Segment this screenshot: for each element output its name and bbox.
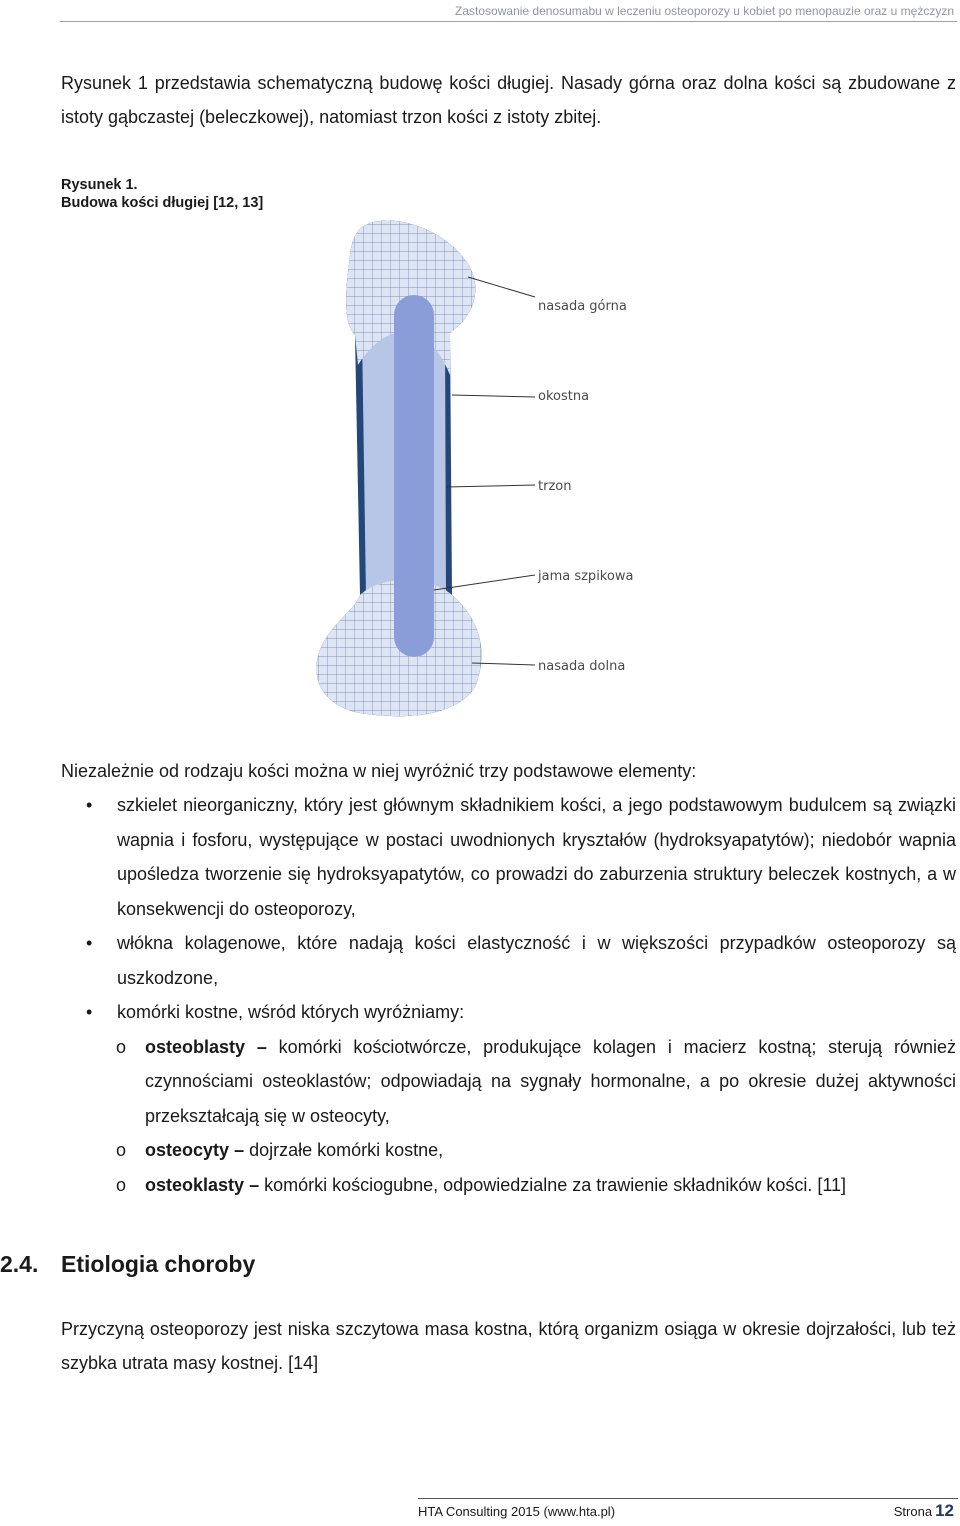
figure-label: Rysunek 1. [61,177,138,193]
footer-divider [418,1498,958,1499]
intro-paragraph: Rysunek 1 przedstawia schematyczną budowę kości długiej. Nasady górna oraz dolna kości są zbudowane z istoty gąbczastej (beleczkowej), natomiast trzon kości z istoty zbitej. [61,73,956,127]
cell-term: osteoklasty [145,1174,245,1195]
list-item-text: komórki kostne, wśród których wyróżniamy: [117,1002,465,1022]
label-nasada-gorna: nasada górna [538,299,627,314]
label-okostna: okostna [538,389,590,404]
list-item [61,788,956,926]
label-nasada-dolna: nasada dolna [538,659,626,674]
leader-okostna [452,395,535,397]
page-number-block [894,1501,954,1521]
sub-list-item [61,1133,956,1168]
sub-bullet-mark: o [116,1174,127,1195]
leader-nasada-gorna [468,277,535,297]
cell-term: osteocyty [145,1140,230,1160]
bullet-dot-icon: • [86,933,93,953]
cell-description: dojrzałe komórki kostne, [244,1140,444,1160]
bullet-dot-icon: • [86,1002,93,1022]
bullet-dot-icon: • [86,795,93,815]
figure-caption: Budowa kości długiej [12, 13] [61,195,264,211]
section-paragraph: Przyczyną osteoporozy jest niska szczytowa masa kostna, którą organizm osiąga w okresie dojrzałości, lub też szybka utrata masy kostnej. [14] [61,1319,956,1373]
sub-bullet-mark: o [116,1036,127,1057]
sub-list-item [61,1168,956,1203]
label-jama-szpikowa: jama szpikowa [538,569,634,584]
sub-bullet-mark: o [116,1140,127,1160]
long-bone-illustration [300,215,680,725]
page-number: 12 [935,1501,954,1520]
cell-term: osteoblasty [145,1036,246,1057]
list-item [61,995,956,1030]
header-divider [60,21,957,22]
elements-list [61,788,956,1202]
leader-trzon [446,485,535,487]
term-dash: – [234,1140,245,1160]
footer-source: HTA Consulting 2015 (www.hta.pl) [418,1504,616,1519]
section-heading [0,1251,255,1278]
running-header: Zastosowanie denosumabu w leczeniu osteoporozy u kobiet po menopauzie oraz u mężczyzn [455,4,954,18]
section-number: 2.4. [0,1251,39,1277]
list-item [61,926,956,995]
cell-description: komórki kościotwórcze, produkujące kolagen i macierz kostną; sterują również czynnościami osteoklastów; odpowiadają na sygnały hormonalne, a po okresie dużej aktywności przekształcają się w osteocyty, [145,1036,956,1126]
elements-intro: Niezależnie od rodzaju kości można w niej wyróżnić trzy podstawowe elementy: [61,761,697,781]
page-label: Strona [893,1504,933,1519]
cell-description: komórki kościogubne, odpowiedzialne za trawienie składników kości. [11] [259,1174,847,1195]
term-dash: – [249,1174,260,1195]
sub-list-item [61,1030,956,1134]
marrow-cavity [394,295,434,657]
section-title: Etiologia choroby [61,1251,256,1277]
list-item-text: szkielet nieorganiczny, który jest głównym składnikiem kości, a jego podstawowym budulcem są związki wapnia i fosforu, występujące w postaci uwodnionych kryształów (hydroksyapatytów); niedobór wapnia upośledza tworzenie się hydroksyapatytów, co prowadzi do zaburzenia struktury beleczek kostnych, a w konsekwencji do osteoporozy, [117,795,956,919]
label-trzon: trzon [538,479,572,494]
list-item-text: włókna kolagenowe, które nadają kości elastyczność i w większości przypadków osteoporozy są uszkodzone, [117,933,956,988]
leader-nasada-dolna [472,663,535,665]
term-dash: – [256,1036,267,1057]
